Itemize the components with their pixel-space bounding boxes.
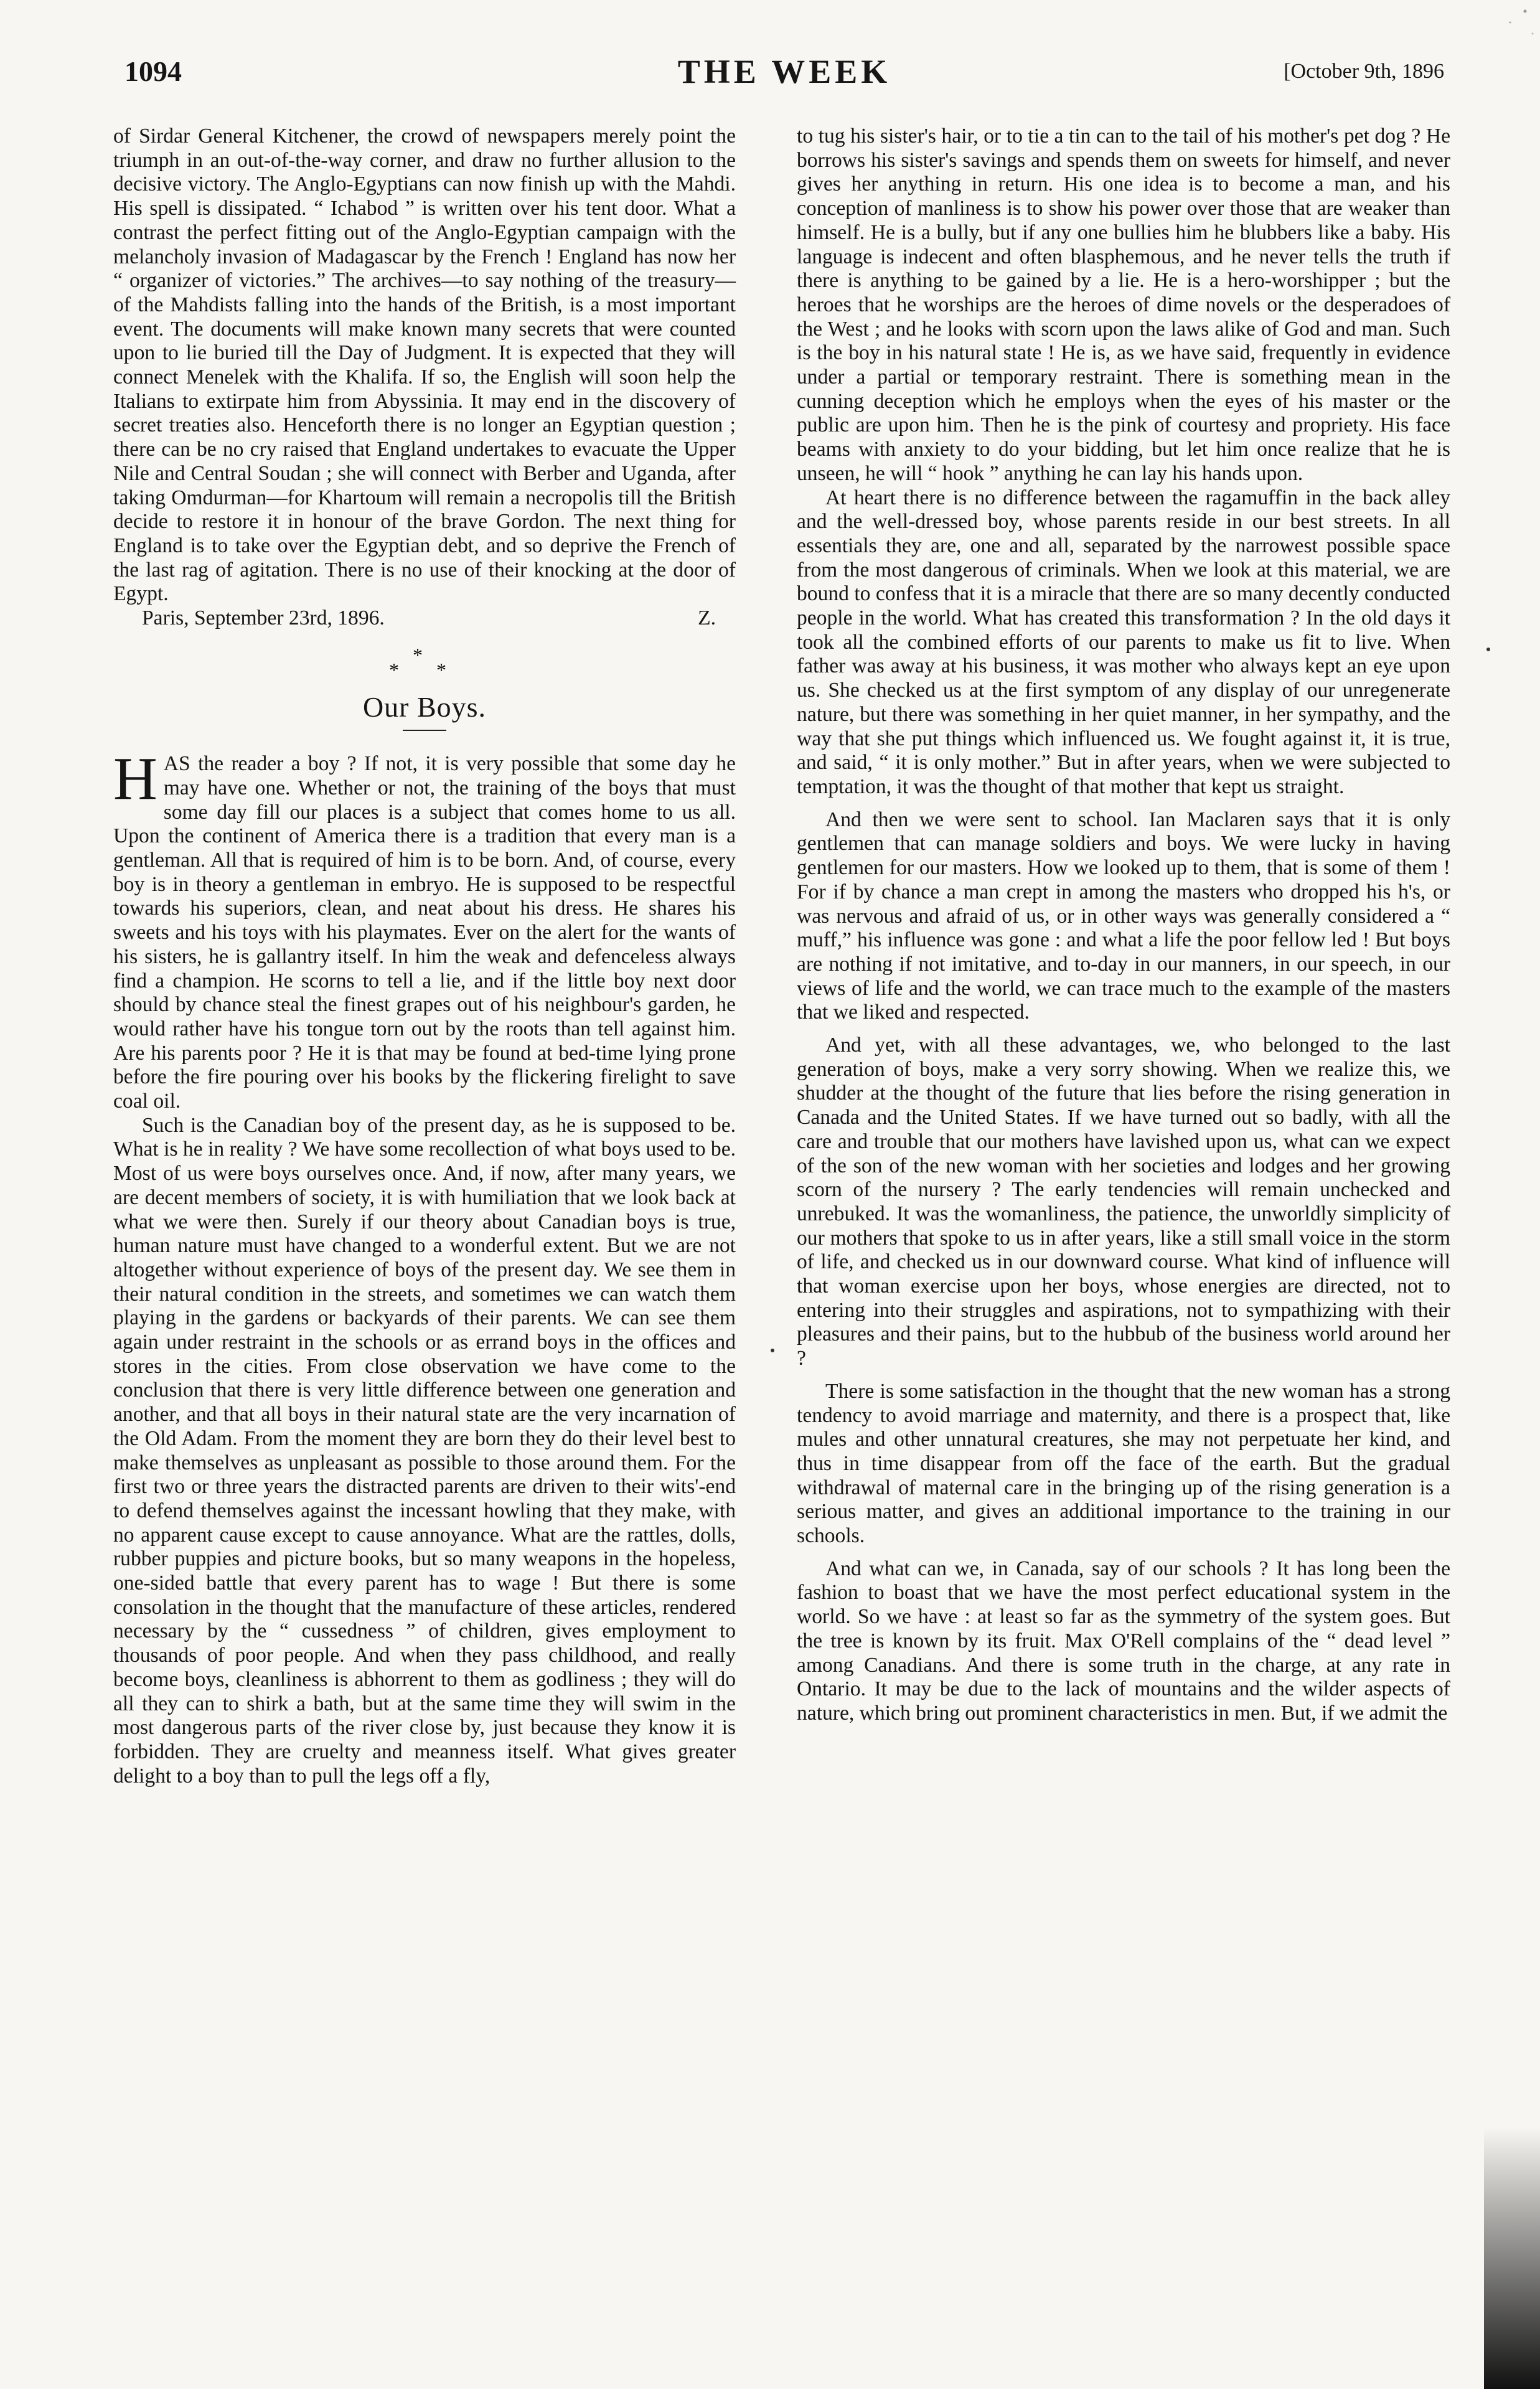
scan-speckle [1465, 0, 1540, 56]
article1-text: of Sirdar General Kitchener, the crowd of newspapers merely point the triumph in an out-of-the-way corner, and draw no further allusion to the decisive victory. The Anglo-Egyptians can now finish up with the Mahdi. His spell is dissipated. “ Ichabod ” is written over his tent door. What a contrast the perfect fitting out of the Anglo-Egyptian campaign with the melancholy invasion of Madagascar by the French ! England has now her “ organizer of victories.” The archives—to say nothing of the treasury—of the Mahdists falling into the hands of the British, is a most important event. The documents will make known many secrets that were counted upon to lie buried till the Day of Judgment. It is expected that they will connect Menelek with the Khalifa. If so, the English will soon help the Italians to extirpate him from Abyssinia. It may end in the discovery of secret treaties also. Henceforth there is no longer an Egyptian question ; there can be no cry raised that England undertakes to evacuate the Upper Nile and Central Soudan ; she will connect with Berber and Uganda, after taking Omdurman—for Khartoum will remain a necropolis till the British decide to restore it in honour of the brave Gordon. The next thing for England is to take over the Egyptian debt, and so deprive the French of the last rag of agitation. There is no use of their knocking at the door of Egypt. [113, 125, 736, 606]
paragraph-text: AS the reader a boy ? If not, it is very possible that some day he may have one. Whether or not, the training of the boys that must some day fill our places is a subject that comes home to us all. Upon the continent of America there is a tradition that every man is a gentleman. All that is required of him is to be born. And, of course, every boy is in theory a gentleman in embryo. He is supposed to be respectful towards his superiors, clean, and neat about his dress. He shares his sweets and his toys with his playmates. Ever on the alert for the wants of his sisters, he is gallantry itself. In him the weak and defenceless always find a champion. He scorns to tell a lie, and if the little boy next door should by chance steal the finest grapes out of his neighbour's garden, he would rather have his tongue torn out by the roots than tell against him. Are his parents poor ? He it is that may be found at bed-time lying prone before the fire pouring over his books by the flickering firelight to save coal oil. [113, 752, 736, 1113]
article2-paragraph: And then we were sent to school. Ian Maclaren says that it is only gentlemen that can manage soldiers and boys. We were lucky in having gentlemen for our masters. How we looked up to them, that is some of them ! For if by chance a man crept in among the masters who dropped his h's, or was nervous and afraid of us, or in other ways was generally considered a “ muff,” his influence was gone : and what a life the poor fellow led ! But boys are nothing if not imitative, and to-day in our manners, in our speech, in our views of life and the world, we can trace much to the example of the masters that we liked and respected. [797, 808, 1450, 1024]
right-column [797, 125, 1450, 1726]
page-number: 1094 [124, 55, 182, 87]
article2-paragraph: And what can we, in Canada, say of our schools ? It has long been the fashion to boast that we have the most perfect educational system in the world. So we have : at least so far as the symmetry of the system goes. But the tree is known by its fruit. Max O'Rell complains of the “ dead level ” among Canadians. And there is some truth in the charge, at any rate in Ontario. It may be due to the lack of mountains and the wilder aspects of nature, which bring out prominent characteristics in men. But, if we admit the [797, 1557, 1450, 1725]
left-column [113, 125, 736, 1788]
page-header [124, 55, 1444, 98]
title-rule [403, 730, 446, 731]
article2-paragraph: to tug his sister's hair, or to tie a tin can to the tail of his mother's pet dog ? He borrows his sister's savings and spends them on sweets for himself, and never gives her anything in return. His one idea is to become a man, and his conception of manliness is to show his power over those that are weaker than himself. He is a bully, but if any one bullies him he blubbers like a baby. His language is indecent and often blasphemous, and he never tells the truth if there is anything to be gained by a lie. He is a hero-worshipper ; but the heroes that he worships are the heroes of dime novels or the desperadoes of the West ; and he looks with scorn upon the laws alike of God and man. Such is the boy in his natural state ! He is, as we have said, frequently in evidence under a partial or temporary restraint. There is something mean in the cunning deception which he employs when the eyes of his master or the public are upon him. Then he is the pink of courtesy and propriety. His face beams with anxiety to do your bidding, but let him once realize that he is unseen, he will “ hook ” anything he can lay his hands upon. [797, 125, 1450, 485]
separator-star: * [436, 658, 460, 681]
article2-paragraph [113, 745, 736, 1114]
section-separator [113, 643, 736, 682]
article2-title: Our Boys. [362, 691, 487, 723]
margin-mark [1486, 648, 1490, 651]
separator-star: * [413, 643, 436, 666]
article2-paragraph: And yet, with all these advantages, we, who belonged to the last generation of boys, make a very sorry showing. When we realize this, we shudder at the thought of the future that lies before the rising generation in Canada and the United States. If we have turned out so badly, with all the care and trouble that our mothers have lavished upon us, what can we expect of the son of the new woman with her societies and lodges and her growing scorn of the nursery ? The early tendencies will remain unchecked and unrebuked. It was the womanliness, the patience, the unworldly simplicity of our mothers that spoke to us in after years, like a still small voice in the storm of life, and checked us in our downward course. What kind of influence will that woman exercise upon her boys, whose energies are directed, not to entering into their struggles and aspirations, not to sympathizing with their pleasures and their pains, but to the hubbub of the business world around her ? [797, 1034, 1450, 1370]
article2-paragraph: At heart there is no difference between the ragamuffin in the back alley and the well-dressed boy, whose parents reside in our best streets. In all essentials they are, one and all, separated by the narrowest possible space from the most dangerous of criminals. When we look at this material, we are bound to confess that it is a miracle that there are so many decently conducted people in the world. What has created this transformation ? In the old days it took all the combined efforts of our parents to make us fit to live. When father was away at his business, it was mother who always kept an eye upon us. She checked us at the first symptom of any display of our unregenerate nature, but there was something in her quiet manner, in her sympathy, and the way that she put things which influenced us. We fought against it, it is true, and said, “ it is only mother.” But in after years, when we were subjected to temptation, it was the thought of that mother that kept us straight. [797, 486, 1450, 798]
issue-date: [October 9th, 1896 [1284, 60, 1444, 83]
article1-signature: Z. [698, 606, 716, 630]
article1-dateline: Paris, September 23rd, 1896. [142, 606, 385, 630]
margin-mark [771, 1349, 774, 1352]
scan-edge-shadow [1484, 2127, 1540, 2389]
article1-dateline-row [113, 606, 736, 631]
masthead: THE WEEK [677, 53, 891, 90]
separator-star: * [389, 658, 413, 681]
article2-paragraph: There is some satisfaction in the thought that the new woman has a strong tendency to avoid marriage and maternity, and there is a prospect that, like mules and other unnatural creatures, she may not perpetuate her kind, and thus in time disappear from off the face of the earth. But the gradual withdrawal of maternal care in the bringing up of the rising generation is a serious matter, and gives an additional importance to the training in our schools. [797, 1379, 1450, 1548]
drop-cap: H [113, 745, 157, 813]
article2-paragraph: Such is the Canadian boy of the present day, as he is supposed to be. What is he in reality ? We have some recollection of what boys used to be. Most of us were boys ourselves once. And, if now, after many years, we are decent members of society, it is with humiliation that we look back at what we were then. Surely if our theory about Canadian boys is true, human nature must have changed to a wonderful extent. But we are not altogether without experience of boys of the present day. We see them in their natural condition in the streets, and sometimes we can watch them playing in the gardens or backyards of their parents. We can see them again under restraint in the schools or as errand boys in the offices and stores in the cities. From close observation we have come to the conclusion that there is very little difference between one generation and another, and that all boys in their natural state are the very incarnation of the Old Adam. From the moment they are born they do their level best to make themselves as unpleasant as possible to those around them. For the first two or three years the distracted parents are driven to their wits'-end to defend themselves against the incessant howling that they make, with no apparent cause except to cause annoyance. What are the rattles, dolls, rubber puppies and picture books, but so many weapons in the hopeless, one-sided battle that every parent has to wage ! But there is some consolation in the thought that the manufacture of these articles, rendered necessary by the “ cussedness ” of children, gives employment to thousands of poor people. And when they pass childhood, and really become boys, cleanliness is abhorrent to them as godliness ; they will do all they can to shirk a bath, but at the same time they will swim in the most dangerous parts of the river close by, just because they know it is forbidden. They are cruelty and meanness itself. What gives greater delight to a boy than to pull the legs off a fly, [113, 1113, 736, 1788]
